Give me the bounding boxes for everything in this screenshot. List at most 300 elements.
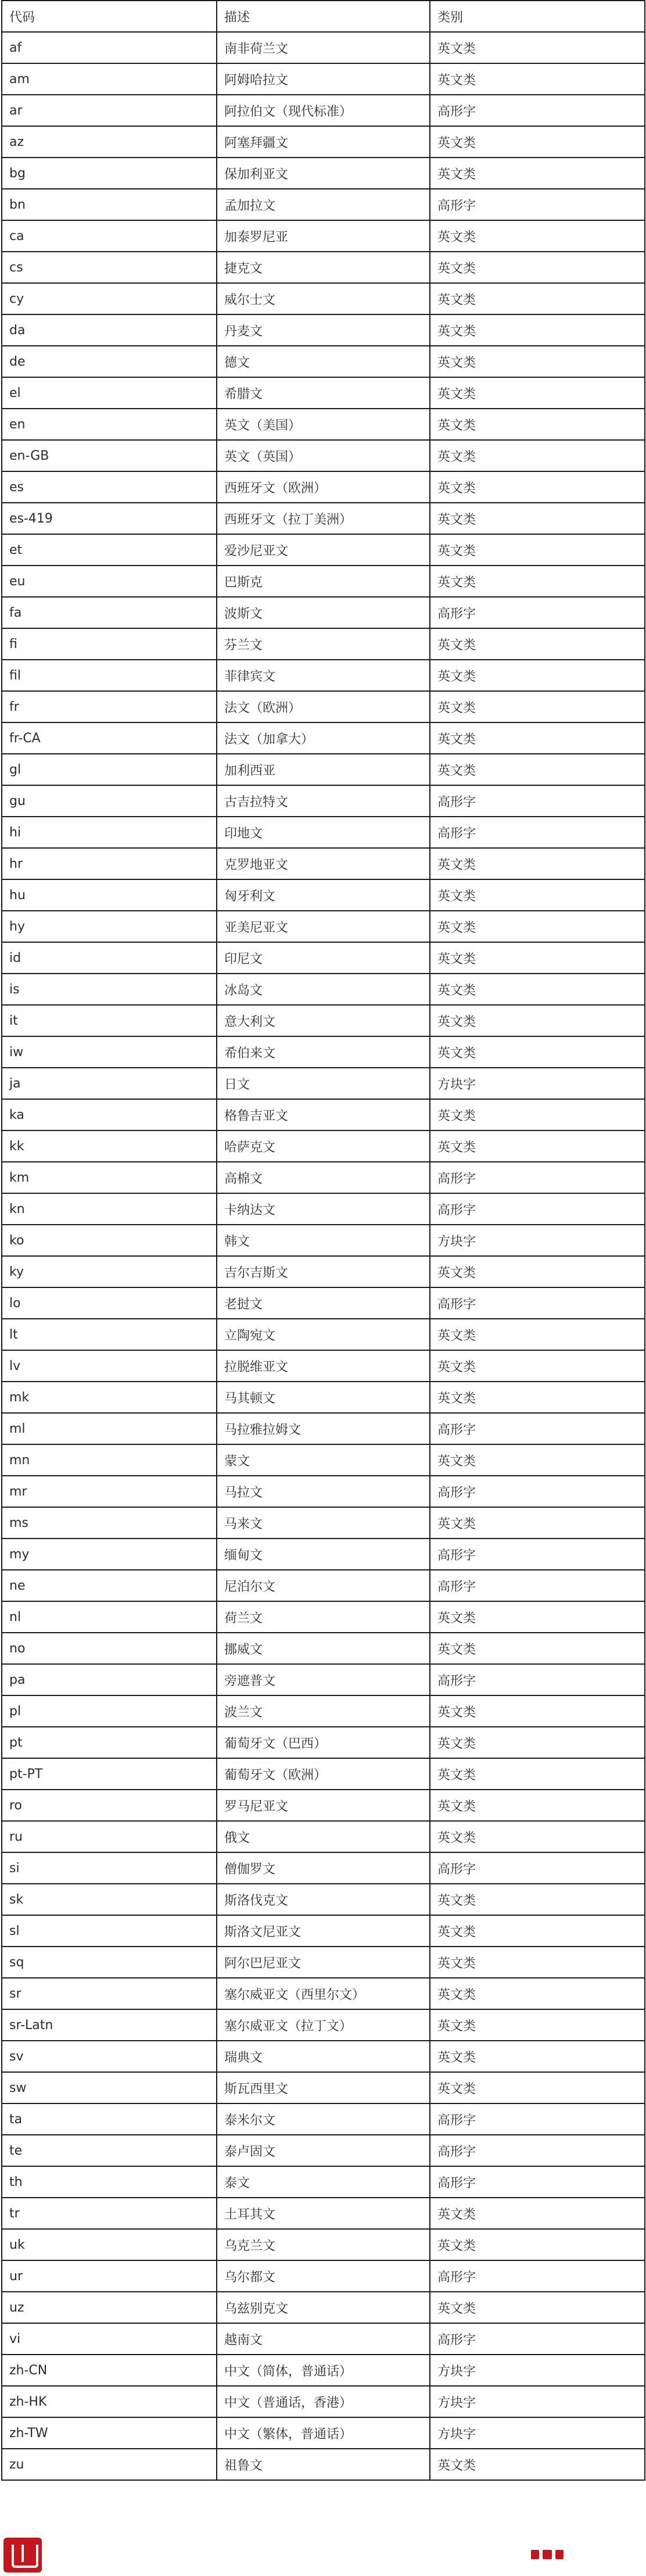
cell-code: zh-CN: [2, 2355, 217, 2386]
table-row: [2, 2229, 645, 2260]
cell-category: 英文类: [430, 1790, 645, 1821]
cell-description: 瑞典文: [217, 2041, 430, 2072]
cell-category: 英文类: [430, 346, 645, 377]
cell-code: en-GB: [2, 440, 217, 471]
table-row: [2, 1256, 645, 1287]
cell-category: 英文类: [430, 1319, 645, 1350]
cell-code: kk: [2, 1130, 217, 1162]
cell-category: 英文类: [430, 1758, 645, 1790]
cell-description: 阿尔巴尼亚文: [217, 1947, 430, 1978]
cell-description: 马其顿文: [217, 1382, 430, 1413]
cell-category: 高形字: [430, 1413, 645, 1444]
cell-code: is: [2, 974, 217, 1005]
table-row: [2, 1633, 645, 1664]
table-row: [2, 722, 645, 754]
cell-category: 英文类: [430, 158, 645, 189]
cell-category: 高形字: [430, 2323, 645, 2355]
cell-code: pl: [2, 1695, 217, 1727]
cell-category: 英文类: [430, 722, 645, 754]
table-row: [2, 1162, 645, 1193]
cell-description: 法文（加拿大）: [217, 722, 430, 754]
cell-code: hi: [2, 817, 217, 848]
cell-code: hu: [2, 879, 217, 911]
cell-description: 波兰文: [217, 1695, 430, 1727]
table-row: [2, 158, 645, 189]
table-row: [2, 566, 645, 597]
cell-category: 英文类: [430, 534, 645, 566]
table-row: [2, 409, 645, 440]
cell-description: 阿塞拜疆文: [217, 126, 430, 158]
cell-code: nl: [2, 1601, 217, 1633]
table-row: [2, 283, 645, 314]
table-row: [2, 32, 645, 63]
cell-code: km: [2, 1162, 217, 1193]
cell-category: 高形字: [430, 817, 645, 848]
cell-code: zh-TW: [2, 2417, 217, 2449]
table-row: [2, 1225, 645, 1256]
cell-category: 英文类: [430, 848, 645, 879]
cell-category: 高形字: [430, 95, 645, 126]
cell-category: 高形字: [430, 597, 645, 628]
table-row: [2, 2260, 645, 2292]
cell-category: 英文类: [430, 1915, 645, 1947]
cell-category: 英文类: [430, 974, 645, 1005]
cell-category: 高形字: [430, 1162, 645, 1193]
table-row: [2, 126, 645, 158]
table-row: [2, 2009, 645, 2041]
cell-code: my: [2, 1539, 217, 1570]
cell-category: 英文类: [430, 1633, 645, 1664]
cell-description: 马拉文: [217, 1476, 430, 1507]
cell-code: gu: [2, 785, 217, 817]
cell-description: 老挝文: [217, 1287, 430, 1319]
table-row: [2, 1884, 645, 1915]
table-row: [2, 2041, 645, 2072]
cell-description: 英文（英国）: [217, 440, 430, 471]
cell-code: sr: [2, 1978, 217, 2009]
cell-code: uk: [2, 2229, 217, 2260]
cell-category: 英文类: [430, 283, 645, 314]
table-row: [2, 2103, 645, 2135]
table-row: [2, 660, 645, 691]
cell-description: 旁遮普文: [217, 1664, 430, 1695]
table-row: [2, 2166, 645, 2198]
table-row: [2, 471, 645, 503]
cell-description: 立陶宛文: [217, 1319, 430, 1350]
cell-description: 塞尔威亚文（西里尔文）: [217, 1978, 430, 2009]
cell-code: lo: [2, 1287, 217, 1319]
table-row: [2, 754, 645, 785]
cell-category: 英文类: [430, 503, 645, 534]
cell-description: 巴斯克: [217, 566, 430, 597]
cell-code: sv: [2, 2041, 217, 2072]
cell-code: es: [2, 471, 217, 503]
cell-category: 英文类: [430, 1256, 645, 1287]
cell-description: 葡萄牙文（欧洲）: [217, 1758, 430, 1790]
cell-category: 英文类: [430, 409, 645, 440]
table-row: [2, 534, 645, 566]
cell-category: 英文类: [430, 1821, 645, 1852]
cell-category: 英文类: [430, 1695, 645, 1727]
table-row: [2, 2292, 645, 2323]
cell-description: 英文（美国）: [217, 409, 430, 440]
cell-category: 英文类: [430, 63, 645, 95]
table-row: [2, 1193, 645, 1225]
cell-code: eu: [2, 566, 217, 597]
table-row: [2, 1601, 645, 1633]
cell-code: mk: [2, 1382, 217, 1413]
cell-code: es-419: [2, 503, 217, 534]
table-row: [2, 911, 645, 942]
cell-code: hr: [2, 848, 217, 879]
cell-code: de: [2, 346, 217, 377]
table-row: [2, 1978, 645, 2009]
watermark-logo-left-icon: [3, 2538, 42, 2573]
cell-description: 希腊文: [217, 377, 430, 409]
cell-description: 日文: [217, 1068, 430, 1099]
table-row: [2, 1947, 645, 1978]
cell-description: 丹麦文: [217, 314, 430, 346]
cell-description: 僧伽罗文: [217, 1852, 430, 1884]
cell-code: en: [2, 409, 217, 440]
cell-category: 英文类: [430, 2009, 645, 2041]
cell-category: 高形字: [430, 1539, 645, 1570]
table-row: [2, 2323, 645, 2355]
cell-category: 英文类: [430, 1727, 645, 1758]
cell-description: 加泰罗尼亚: [217, 220, 430, 252]
table-row: [2, 2386, 645, 2417]
cell-category: 高形字: [430, 1193, 645, 1225]
cell-code: bn: [2, 189, 217, 220]
cell-category: 英文类: [430, 1884, 645, 1915]
cell-category: 英文类: [430, 1005, 645, 1036]
cell-category: 方块字: [430, 2417, 645, 2449]
cell-category: 英文类: [430, 1978, 645, 2009]
cell-category: 英文类: [430, 754, 645, 785]
header-description: 描述: [217, 1, 430, 32]
cell-category: 高形字: [430, 2103, 645, 2135]
cell-code: ms: [2, 1507, 217, 1539]
cell-category: 英文类: [430, 1130, 645, 1162]
cell-description: 希伯来文: [217, 1036, 430, 1068]
table-row: [2, 220, 645, 252]
cell-description: 罗马尼亚文: [217, 1790, 430, 1821]
cell-code: sw: [2, 2072, 217, 2103]
cell-code: mr: [2, 1476, 217, 1507]
table-row: [2, 1005, 645, 1036]
cell-category: 英文类: [430, 1507, 645, 1539]
cell-code: sq: [2, 1947, 217, 1978]
cell-category: 英文类: [430, 2072, 645, 2103]
cell-code: no: [2, 1633, 217, 1664]
cell-description: 阿姆哈拉文: [217, 63, 430, 95]
cell-code: ko: [2, 1225, 217, 1256]
cell-code: sk: [2, 1884, 217, 1915]
cell-code: gl: [2, 754, 217, 785]
cell-description: 孟加拉文: [217, 189, 430, 220]
table-row: [2, 346, 645, 377]
cell-category: 英文类: [430, 2198, 645, 2229]
table-row: [2, 2355, 645, 2386]
cell-description: 泰米尔文: [217, 2103, 430, 2135]
cell-category: 高形字: [430, 1570, 645, 1601]
cell-category: 英文类: [430, 220, 645, 252]
cell-description: 中文（简体，普通话）: [217, 2355, 430, 2386]
table-row: [2, 2449, 645, 2480]
cell-category: 英文类: [430, 1099, 645, 1130]
cell-description: 克罗地亚文: [217, 848, 430, 879]
cell-description: 泰卢固文: [217, 2135, 430, 2166]
table-row: [2, 95, 645, 126]
cell-code: am: [2, 63, 217, 95]
cell-code: pt: [2, 1727, 217, 1758]
cell-code: lt: [2, 1319, 217, 1350]
table-row: [2, 1382, 645, 1413]
cell-category: 高形字: [430, 2135, 645, 2166]
cell-category: 英文类: [430, 440, 645, 471]
cell-code: si: [2, 1852, 217, 1884]
cell-category: 方块字: [430, 1068, 645, 1099]
table-row: [2, 314, 645, 346]
cell-description: 阿拉伯文（现代标准）: [217, 95, 430, 126]
table-row: [2, 879, 645, 911]
cell-code: id: [2, 942, 217, 974]
cell-category: 英文类: [430, 1036, 645, 1068]
header-code: 代码: [2, 1, 217, 32]
cell-description: 斯洛伐克文: [217, 1884, 430, 1915]
cell-category: 英文类: [430, 1947, 645, 1978]
cell-code: sr-Latn: [2, 2009, 217, 2041]
cell-code: fi: [2, 628, 217, 660]
cell-code: lv: [2, 1350, 217, 1382]
cell-description: 蒙文: [217, 1444, 430, 1476]
cell-category: 英文类: [430, 1350, 645, 1382]
cell-description: 亚美尼亚文: [217, 911, 430, 942]
cell-description: 芬兰文: [217, 628, 430, 660]
cell-description: 保加利亚文: [217, 158, 430, 189]
table-row: [2, 503, 645, 534]
cell-description: 哈萨克文: [217, 1130, 430, 1162]
cell-description: 印尼文: [217, 942, 430, 974]
language-code-table: [1, 0, 645, 2481]
table-row: [2, 974, 645, 1005]
cell-code: iw: [2, 1036, 217, 1068]
cell-category: 高形字: [430, 1476, 645, 1507]
table-row: [2, 189, 645, 220]
cell-category: 英文类: [430, 2292, 645, 2323]
cell-category: 英文类: [430, 1382, 645, 1413]
cell-description: 尼泊尔文: [217, 1570, 430, 1601]
table-row: [2, 1350, 645, 1382]
cell-description: 乌兹别克文: [217, 2292, 430, 2323]
cell-category: 高形字: [430, 2260, 645, 2292]
table-row: [2, 942, 645, 974]
table-row: [2, 1507, 645, 1539]
cell-category: 英文类: [430, 1444, 645, 1476]
cell-code: fil: [2, 660, 217, 691]
cell-category: 英文类: [430, 2041, 645, 2072]
cell-code: ru: [2, 1821, 217, 1852]
cell-code: hy: [2, 911, 217, 942]
cell-description: 斯洛文尼亚文: [217, 1915, 430, 1947]
table-row: [2, 628, 645, 660]
cell-description: 乌尔都文: [217, 2260, 430, 2292]
cell-description: 土耳其文: [217, 2198, 430, 2229]
table-row: [2, 1821, 645, 1852]
cell-category: 英文类: [430, 1601, 645, 1633]
cell-description: 吉尔吉斯文: [217, 1256, 430, 1287]
cell-code: af: [2, 32, 217, 63]
cell-category: 英文类: [430, 942, 645, 974]
cell-category: 方块字: [430, 2386, 645, 2417]
cell-category: 英文类: [430, 252, 645, 283]
cell-category: 英文类: [430, 2229, 645, 2260]
cell-description: 缅甸文: [217, 1539, 430, 1570]
cell-code: ja: [2, 1068, 217, 1099]
cell-description: 意大利文: [217, 1005, 430, 1036]
cell-code: ca: [2, 220, 217, 252]
cell-code: zh-HK: [2, 2386, 217, 2417]
cell-code: ne: [2, 1570, 217, 1601]
cell-code: ky: [2, 1256, 217, 1287]
table-row: [2, 1099, 645, 1130]
cell-category: 英文类: [430, 879, 645, 911]
cell-code: cy: [2, 283, 217, 314]
table-row: [2, 1444, 645, 1476]
cell-code: el: [2, 377, 217, 409]
cell-code: it: [2, 1005, 217, 1036]
cell-description: 越南文: [217, 2323, 430, 2355]
table-row: [2, 848, 645, 879]
cell-code: fr-CA: [2, 722, 217, 754]
cell-category: 英文类: [430, 32, 645, 63]
cell-category: 高形字: [430, 1852, 645, 1884]
table-body: [2, 32, 645, 2480]
watermark-logo-right-icon: [531, 2548, 564, 2561]
cell-description: 葡萄牙文（巴西）: [217, 1727, 430, 1758]
cell-code: da: [2, 314, 217, 346]
table-row: [2, 2198, 645, 2229]
cell-category: 方块字: [430, 1225, 645, 1256]
cell-code: et: [2, 534, 217, 566]
cell-description: 印地文: [217, 817, 430, 848]
table-row: [2, 377, 645, 409]
table-row: [2, 1068, 645, 1099]
cell-code: ur: [2, 2260, 217, 2292]
cell-description: 冰岛文: [217, 974, 430, 1005]
table-row: [2, 785, 645, 817]
cell-description: 卡纳达文: [217, 1193, 430, 1225]
table-row: [2, 1130, 645, 1162]
cell-description: 菲律宾文: [217, 660, 430, 691]
table-row: [2, 1287, 645, 1319]
table-row: [2, 2072, 645, 2103]
cell-code: uz: [2, 2292, 217, 2323]
table-row: [2, 1664, 645, 1695]
cell-description: 乌克兰文: [217, 2229, 430, 2260]
cell-category: 英文类: [430, 471, 645, 503]
cell-description: 俄文: [217, 1821, 430, 1852]
table-row: [2, 1695, 645, 1727]
cell-code: pa: [2, 1664, 217, 1695]
cell-code: fr: [2, 691, 217, 722]
cell-category: 英文类: [430, 628, 645, 660]
table-row: [2, 1413, 645, 1444]
table-row: [2, 2417, 645, 2449]
cell-description: 西班牙文（欧洲）: [217, 471, 430, 503]
cell-description: 南非荷兰文: [217, 32, 430, 63]
table-row: [2, 1036, 645, 1068]
cell-description: 斯瓦西里文: [217, 2072, 430, 2103]
table-row: [2, 597, 645, 628]
cell-description: 波斯文: [217, 597, 430, 628]
cell-code: ka: [2, 1099, 217, 1130]
cell-category: 高形字: [430, 1287, 645, 1319]
cell-description: 法文（欧洲）: [217, 691, 430, 722]
cell-description: 西班牙文（拉丁美洲）: [217, 503, 430, 534]
table-row: [2, 1915, 645, 1947]
cell-code: fa: [2, 597, 217, 628]
cell-code: zu: [2, 2449, 217, 2480]
cell-code: ta: [2, 2103, 217, 2135]
cell-description: 泰文: [217, 2166, 430, 2198]
table-row: [2, 63, 645, 95]
table-row: [2, 691, 645, 722]
cell-category: 英文类: [430, 691, 645, 722]
cell-description: 格鲁吉亚文: [217, 1099, 430, 1130]
table-header-row: [2, 1, 645, 32]
cell-category: 高形字: [430, 785, 645, 817]
cell-code: bg: [2, 158, 217, 189]
watermark-mark-3: [555, 2550, 564, 2559]
cell-code: pt-PT: [2, 1758, 217, 1790]
cell-code: ro: [2, 1790, 217, 1821]
cell-description: 德文: [217, 346, 430, 377]
cell-category: 英文类: [430, 377, 645, 409]
table-row: [2, 1539, 645, 1570]
cell-code: kn: [2, 1193, 217, 1225]
cell-code: vi: [2, 2323, 217, 2355]
cell-code: ml: [2, 1413, 217, 1444]
cell-category: 高形字: [430, 1664, 645, 1695]
cell-description: 挪威文: [217, 1633, 430, 1664]
cell-description: 威尔士文: [217, 283, 430, 314]
cell-code: cs: [2, 252, 217, 283]
cell-code: sl: [2, 1915, 217, 1947]
cell-description: 高棉文: [217, 1162, 430, 1193]
cell-category: 英文类: [430, 126, 645, 158]
cell-category: 英文类: [430, 911, 645, 942]
table-row: [2, 1319, 645, 1350]
table-header: [2, 1, 645, 32]
table-row: [2, 440, 645, 471]
cell-description: 马拉雅拉姆文: [217, 1413, 430, 1444]
cell-description: 中文（普通话，香港）: [217, 2386, 430, 2417]
table-row: [2, 1758, 645, 1790]
cell-description: 塞尔威亚文（拉丁文）: [217, 2009, 430, 2041]
watermark-mark-2: [543, 2550, 552, 2559]
watermark-mark-1: [531, 2550, 539, 2559]
table-row: [2, 2135, 645, 2166]
table-row: [2, 1852, 645, 1884]
cell-description: 马来文: [217, 1507, 430, 1539]
cell-category: 英文类: [430, 660, 645, 691]
cell-description: 古吉拉特文: [217, 785, 430, 817]
table-row: [2, 1476, 645, 1507]
cell-category: 英文类: [430, 566, 645, 597]
cell-description: 爱沙尼亚文: [217, 534, 430, 566]
cell-description: 荷兰文: [217, 1601, 430, 1633]
